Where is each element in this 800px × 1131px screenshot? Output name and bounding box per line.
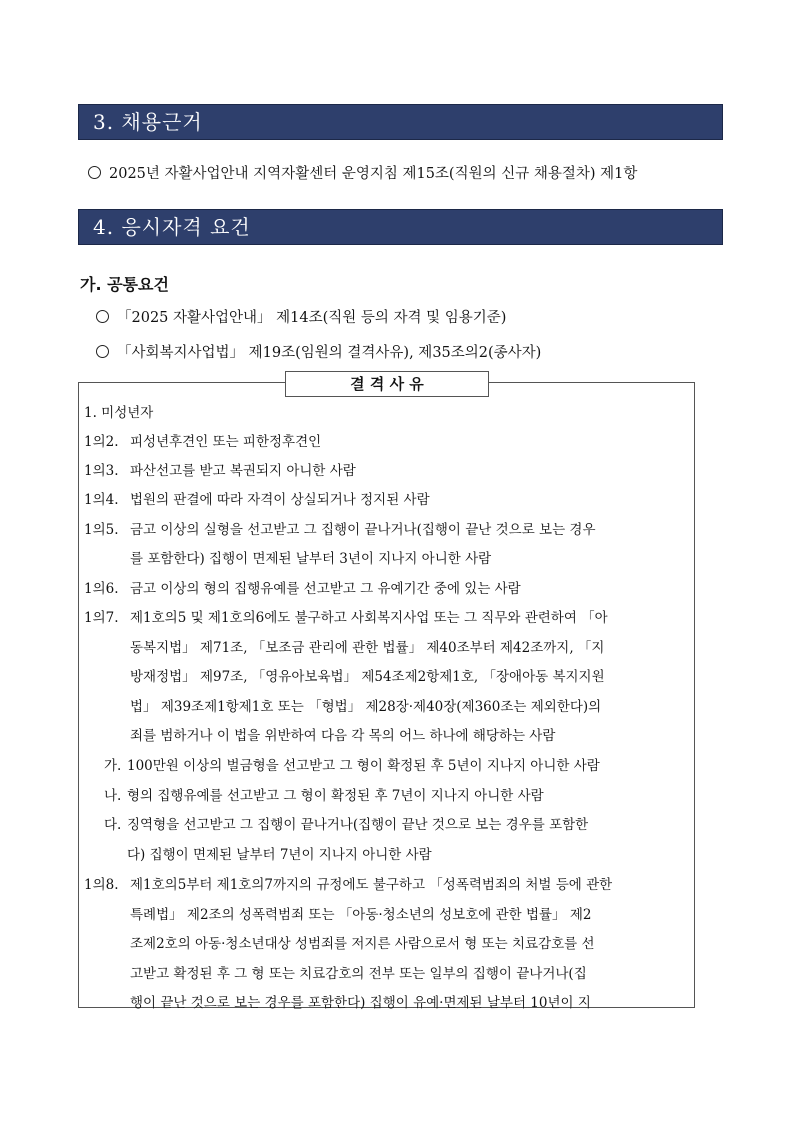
disqualification-text: 죄를 범하거나 이 법을 위반하여 다음 각 목의 어느 하나에 해당하는 사람 (130, 728, 556, 744)
disqualification-number: 1의5. (84, 522, 119, 538)
disqualification-number: 1의8. (84, 877, 119, 893)
disqualification-title: 결 격 사 유 (285, 371, 489, 397)
disqualification-number: 1의7. (84, 610, 119, 626)
section-3-item (88, 162, 637, 183)
section-4-header (78, 209, 723, 245)
disqualification-text: 금고 이상의 실형을 선고받고 그 집행이 끝나거나(집행이 끝난 것으로 보는 경우 (130, 522, 596, 538)
common-requirements-heading: 가. 공통요건 (80, 275, 169, 294)
disqualification-text: 법」 제39조제1항제1호 또는 「형법」 제28장·제40장(제360조는 제외한다)의 (130, 699, 602, 715)
disqualification-number: 1의2. (84, 434, 119, 450)
sub-item-text: 100만원 이상의 벌금형을 선고받고 그 형이 확정된 후 5년이 지나지 아니한 사람 (127, 758, 600, 774)
disqualification-text: 조제2호의 아동·청소년대상 성범죄를 저지른 사람으로서 형 또는 치료감호를 선 (130, 936, 595, 952)
disqualification-number: 1. 미성년자 (84, 405, 154, 421)
requirement-item (96, 341, 541, 362)
sub-item-text: 다) 집행이 면제된 날부터 7년이 지나지 아니한 사람 (127, 847, 432, 863)
section-3-title: 3. 채용근거 (93, 110, 203, 134)
disqualification-text: 파산선고를 받고 복권되지 아니한 사람 (130, 463, 356, 479)
disqualification-text: 행이 끝난 것으로 보는 경우를 포함한다) 집행이 유예·면제된 날부터 10년이 지 (130, 995, 591, 1011)
disqualification-number: 1의6. (84, 581, 119, 597)
disqualification-text: 금고 이상의 형의 집행유예를 선고받고 그 유예기간 중에 있는 사람 (130, 581, 521, 597)
circle-bullet-icon (96, 345, 109, 358)
disqualification-text: 제1호의5부터 제1호의7까지의 규정에도 불구하고 「성폭력범죄의 처벌 등에 관한 (130, 877, 613, 893)
disqualification-text: 특례법」 제2조의 성폭력범죄 또는 「아동·청소년의 성보호에 관한 법률」 제2 (130, 907, 592, 923)
disqualification-number: 1의3. (84, 463, 119, 479)
disqualification-text: 를 포함한다) 집행이 면제된 날부터 3년이 지나지 아니한 사람 (130, 551, 492, 567)
section-3-header (78, 104, 723, 140)
disqualification-text: 피성년후견인 또는 피한정후견인 (130, 434, 322, 450)
requirement-item (96, 306, 506, 327)
disqualification-text: 방재정법」 제97조, 「영유아보육법」 제54조제2항제1호, 「장애아동 복지지원 (130, 669, 605, 685)
disqualification-text: 고받고 확정된 후 그 형 또는 치료감호의 전부 또는 일부의 집행이 끝나거나(집 (130, 966, 587, 982)
sub-item-marker: 다. (104, 817, 122, 833)
section-4-title: 4. 응시자격 요건 (93, 215, 251, 239)
requirement-item-text: 「2025 자활사업안내」 제14조(직원 등의 자격 및 임용기준) (117, 310, 507, 326)
disqualification-text: 제1호의5 및 제1호의6에도 불구하고 사회복지사업 또는 그 직무와 관련하여 「아 (130, 610, 608, 626)
circle-bullet-icon (88, 166, 101, 179)
sub-item-marker: 가. (104, 758, 122, 774)
sub-item-text: 징역형을 선고받고 그 집행이 끝나거나(집행이 끝난 것으로 보는 경우를 포함한 (127, 817, 589, 833)
disqualification-text: 법원의 판결에 따라 자격이 상실되거나 정지된 사람 (130, 492, 430, 508)
sub-item-text: 형의 집행유예를 선고받고 그 형이 확정된 후 7년이 지나지 아니한 사람 (127, 788, 544, 804)
sub-item-marker: 나. (104, 788, 122, 804)
section-3-item-text: 2025년 자활사업안내 지역자활센터 운영지침 제15조(직원의 신규 채용절차) 제1항 (109, 166, 638, 182)
circle-bullet-icon (96, 310, 109, 323)
disqualification-number: 1의4. (84, 492, 119, 508)
requirement-item-text: 「사회복지사업법」 제19조(임원의 결격사유), 제35조의2(종사자) (117, 345, 542, 361)
disqualification-text: 동복지법」 제71조, 「보조금 관리에 관한 법률」 제40조부터 제42조까지, 「지 (130, 640, 605, 656)
